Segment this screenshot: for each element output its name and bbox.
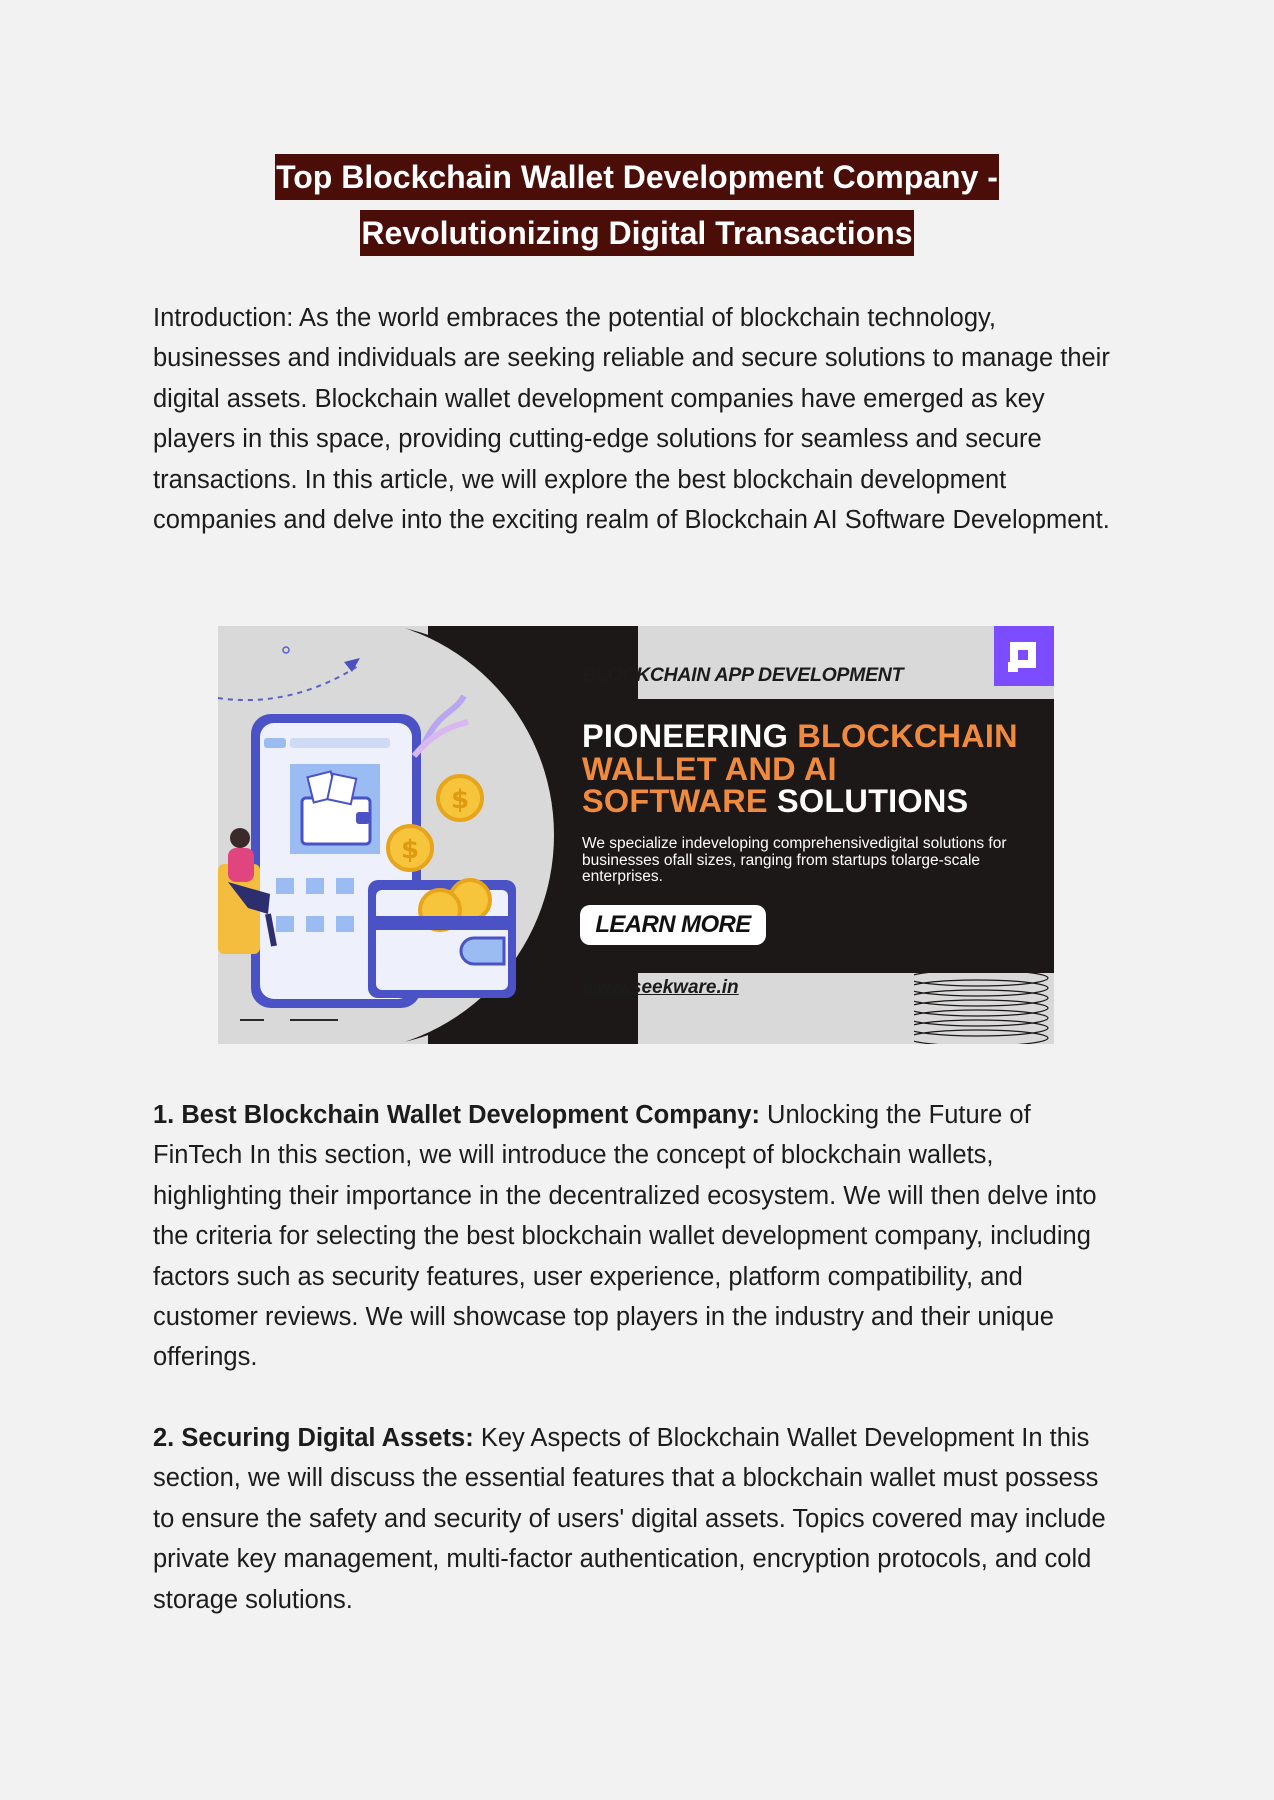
headline-part: SOLUTIONS xyxy=(767,783,969,819)
page-title xyxy=(153,150,1121,262)
promo-banner xyxy=(218,626,1054,1044)
headline-part: SOFTWARE xyxy=(582,783,768,819)
section-1-paragraph xyxy=(153,1095,1121,1378)
headline-part: WALLET AND AI xyxy=(582,750,837,787)
headline-part: BLOCKCHAIN xyxy=(797,718,1018,754)
title-line-1: Top Blockchain Wallet Development Company - xyxy=(275,154,999,200)
headline-part: PIONEERING xyxy=(582,718,798,754)
brand-logo-icon xyxy=(994,626,1054,686)
section-2-paragraph xyxy=(153,1418,1121,1620)
banner-label: BLOCKCHAIN APP DEVELOPMENT xyxy=(582,664,904,686)
svg-text:$: $ xyxy=(450,785,470,815)
banner-description: We specialize indeveloping comprehensivedigital solutions for businesses ofall sizes, ranging from startups tolarge-scale enterprises. xyxy=(582,835,1007,885)
section-1-text: Unlocking the Future of FinTech In this section, we will introduce the concept of blockchain wallets, highlighting their importance in the decentralized ecosystem. We will then delve into the criteria for selecting the best blockchain wallet development company, including factors such as security features, user experience, platform compatibility, and customer reviews. We will showcase top players in the industry and their unique offerings. xyxy=(153,1101,1097,1372)
svg-text:$: $ xyxy=(400,835,420,865)
learn-more-button[interactable]: LEARN MORE xyxy=(580,905,766,945)
title-line-2: Revolutionizing Digital Transactions xyxy=(360,210,913,256)
banner-headline xyxy=(582,720,1042,818)
intro-paragraph: Introduction: As the world embraces the potential of blockchain technology, businesses and individuals are seeking reliable and secure solutions to manage their digital assets. Blockchain wallet development companies have emerged as key players in this space, providing cutting-edge solutions for seamless and secure transactions. In this article, we will explore the best blockchain development companies and delve into the exciting realm of Blockchain AI Software Development. xyxy=(153,304,1110,535)
section-2-text: Key Aspects of Blockchain Wallet Development In this section, we will discuss the essential features that a blockchain wallet must possess to ensure the safety and security of users' digital assets. Topics covered may include private key management, multi-factor authentication, encryption protocols, and cold storage solutions. xyxy=(153,1424,1106,1614)
banner-url-link[interactable]: www.seekware.in xyxy=(582,977,739,998)
section-2-heading: 2. Securing Digital Assets: xyxy=(153,1424,474,1452)
section-1-heading: 1. Best Blockchain Wallet Development Company: xyxy=(153,1101,760,1129)
